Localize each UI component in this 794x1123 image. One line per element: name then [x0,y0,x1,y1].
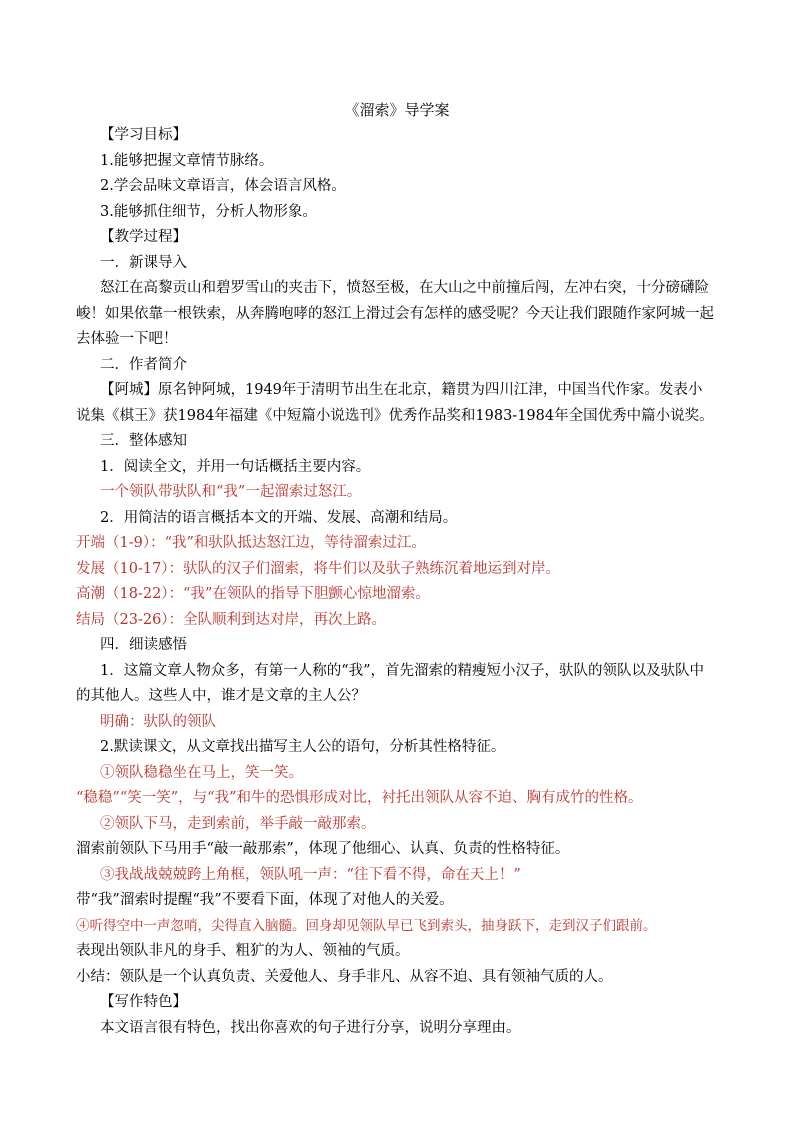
process-heading: 【教学过程】 [100,229,187,245]
section4-summary: 小结：领队是一个认真负责、关爱他人、身手非凡、从容不迫、具有领袖气质的人。 [76,968,613,985]
analysis-2: 溜索前领队下马用手“敲一敲那索”，体现了他细心、认真、负责的性格特征。 [76,841,570,857]
plot-beginning: 开端（1-9）：“我”和驮队抵达怒江边，等待溜索过江。 [76,535,426,551]
document-body [76,123,716,1041]
analysis-1: “稳稳”“笑一笑”，与“我”和牛的恐惧形成对比，衬托出领队从容不迫、胸有成竹的性格。 [76,790,643,806]
section2-heading: 二．作者简介 [100,356,187,373]
section1-text: 怒江在高黎贡山和碧罗雪山的夹击下，愤怒至极，在大山之中前撞后闯，左冲右突，十分磅礴险峻！如果依靠一根铁索，从奔腾咆哮的怒江上滑过会有怎样的感受呢？今天让我们跟随作家阿城一起去体验一下吧！ [76,280,714,347]
plot-ending: 结局（23-26）：全队顺利到达对岸，再次上路。 [76,611,387,628]
features-heading: 【写作特色】 [100,994,187,1010]
quote-4: ④听得空中一声忽哨，尖得直入脑髓。回身却见领队早已飞到索头，抽身跃下，走到汉子们跟前。 [76,917,657,934]
section3-question-2: 2．用简洁的语言概括本文的开端、发展、高潮和结局。 [100,509,458,526]
quote-1: ①领队稳稳坐在马上，笑一笑。 [100,764,303,781]
section3-answer-1: 一个领队带驮队和“我”一起溜索过怒江。 [100,484,362,500]
section4-answer-1: 明确：驮队的领队 [100,713,216,730]
section2-text: 【阿城】原名钟阿城，1949年于清明节出生在北京，籍贯为四川江津，中国当代作家。发表小说集《棋王》获1984年福建《中短篇小说选刊》优秀作品奖和1983-1984年全国优秀中篇小说奖。 [76,382,714,424]
section3-question-1: 1．阅读全文，并用一句话概括主要内容。 [100,458,371,475]
objective-item-1: 1.能够把握文章情节脉络。 [100,152,274,169]
quote-3: ③我战战兢兢跨上角框，领队吼一声：“往下看不得，命在天上！” [100,866,521,883]
objective-item-3: 3.能够抓住细节，分析人物形象。 [100,203,317,220]
section4-question-2: 2.默读课文，从文章找出描写主人公的语句，分析其性格特征。 [100,739,506,755]
section1-heading: 一．新课导入 [100,254,187,271]
quote-2: ②领队下马，走到索前，举手敲一敲那索。 [100,815,376,832]
document-title: 《溜索》导学案 [344,101,450,119]
analysis-3: 带“我”溜索时提醒“我”不要看下面，体现了对他人的关爱。 [76,892,454,908]
plot-development: 发展（10-17）：驮队的汉子们溜索，将牛们以及驮子熟练沉着地运到对岸。 [76,560,561,577]
features-text: 本文语言很有特色，找出你喜欢的句子进行分享，说明分享理由。 [100,1019,521,1036]
section4-question-1: 1．这篇文章人物众多，有第一人称的“我”，首先溜索的精瘦短小汉子，驮队的领队以及驮队中的其他人。这些人中，谁才是文章的主人公？ [76,662,705,704]
section3-heading: 三．整体感知 [100,433,187,449]
objective-item-2: 2.学会品味文章语言，体会语言风格。 [100,178,346,194]
plot-climax: 高潮（18-22）：“我”在领队的指导下胆颤心惊地溜索。 [76,586,430,602]
analysis-4: 表现出领队非凡的身手、粗犷的为人、领袖的气质。 [76,943,410,959]
section4-heading: 四．细读感悟 [100,637,187,653]
objectives-heading: 【学习目标】 [100,127,187,143]
